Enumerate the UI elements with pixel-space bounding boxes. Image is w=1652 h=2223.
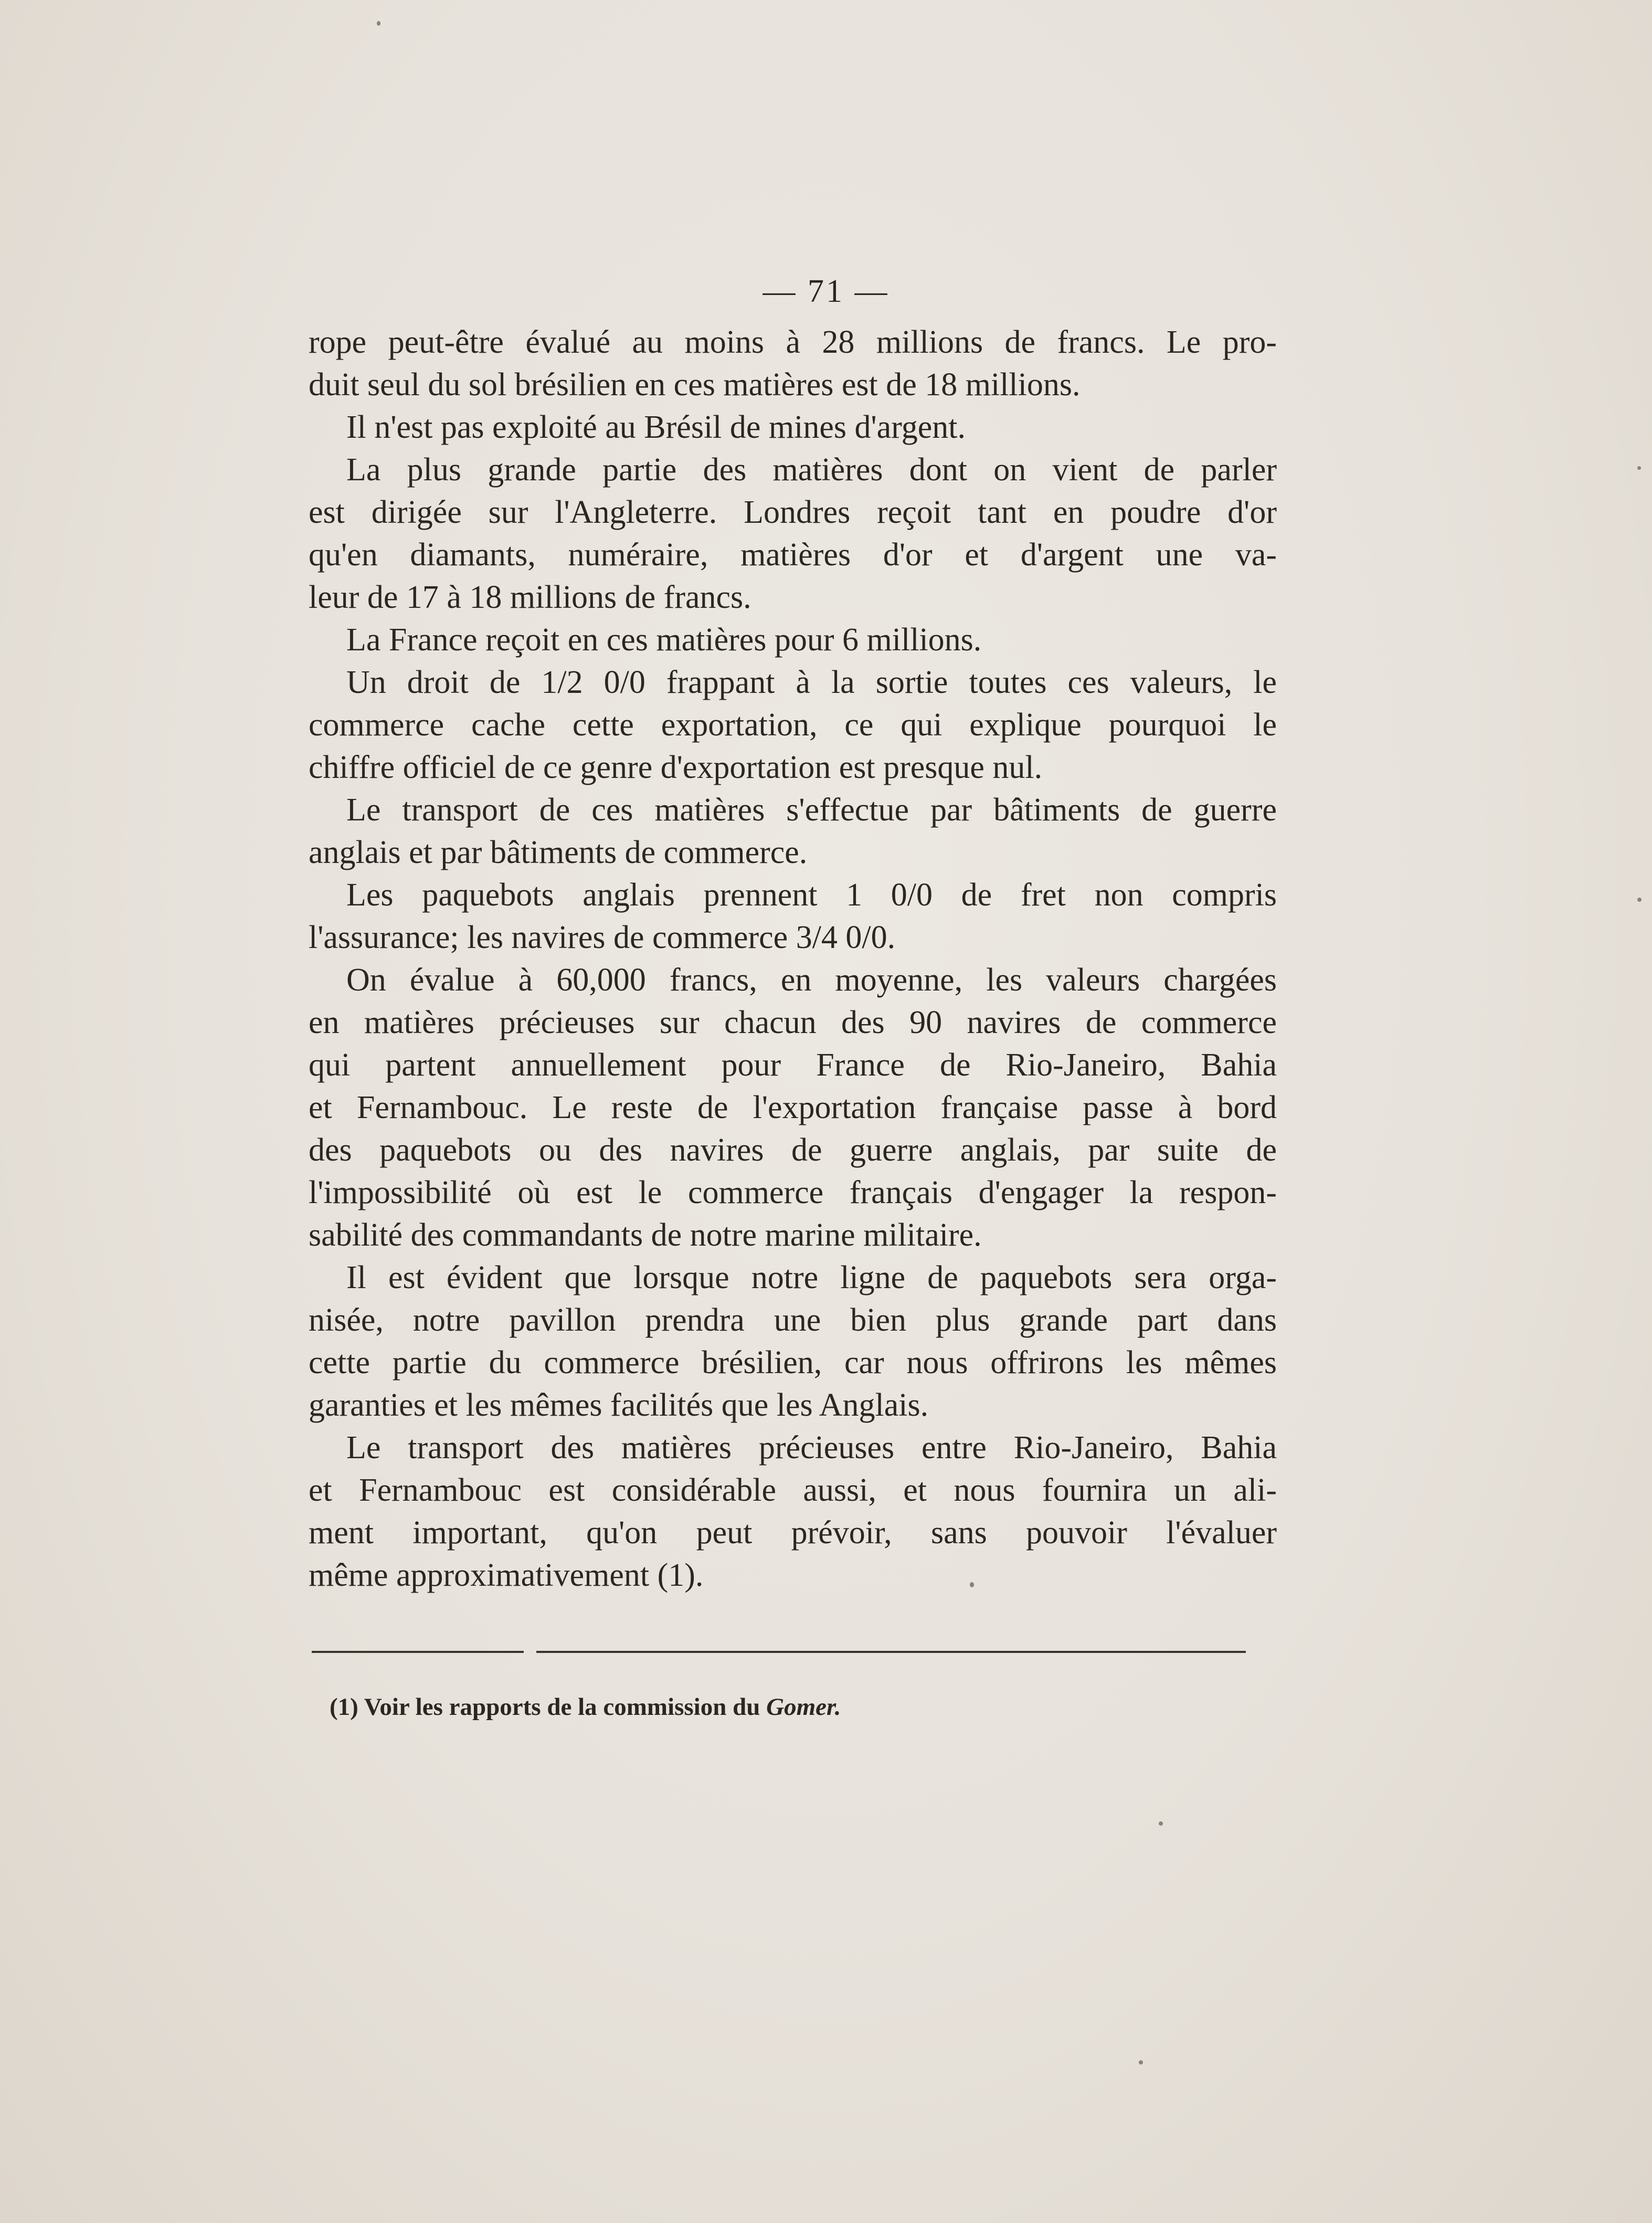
text-line: nisée, notre pavillon prendra une bien plus grande part dans (309, 1302, 1277, 1338)
text-line: et Fernambouc. Le reste de l'exportation française passe à bord (309, 1090, 1277, 1125)
text-line: leur de 17 à 18 millions de francs. (309, 580, 751, 615)
text-line: rope peut-être évalué au moins à 28 millions de francs. Le pro- (309, 324, 1277, 360)
text-line: qu'en diamants, numéraire, matières d'or et d'argent une va- (309, 537, 1277, 573)
text-line: sabilité des commandants de notre marine militaire. (309, 1217, 982, 1253)
footnote-ship-name: Gomer. (766, 1693, 841, 1721)
text-line: Le transport de ces matières s'effectue par bâtiments de guerre (346, 792, 1277, 828)
paper-speck (970, 1582, 974, 1587)
text-line: ment important, qu'on peut prévoir, sans pouvoir l'évaluer (309, 1515, 1277, 1551)
text-line: cette partie du commerce brésilien, car nous offrirons les mêmes (309, 1345, 1277, 1381)
paper-speck (1637, 466, 1641, 470)
text-line: La France reçoit en ces matières pour 6 millions. (346, 622, 982, 658)
paper-speck (377, 21, 380, 26)
text-line: garanties et les mêmes facilités que les Anglais. (309, 1387, 929, 1423)
body-text (309, 321, 1277, 1597)
text-line: même approximativement (1). (309, 1557, 704, 1593)
text-line: des paquebots ou des navires de guerre anglais, par suite de (309, 1132, 1277, 1168)
text-line: l'impossibilité où est le commerce français d'engager la respon- (309, 1175, 1277, 1210)
page-number: — 71 — (763, 273, 889, 309)
paper-speck (1159, 1821, 1163, 1826)
text-line: en matières précieuses sur chacun des 90 navires de commerce (309, 1005, 1277, 1040)
footnote-rule-left (312, 1651, 524, 1653)
text-line: anglais et par bâtiments de commerce. (309, 835, 808, 870)
text-line: On évalue à 60,000 francs, en moyenne, les valeurs chargées (346, 962, 1277, 998)
text-line: Il n'est pas exploité au Brésil de mines d'argent. (346, 409, 966, 445)
text-line: chiffre officiel de ce genre d'exportation est presque nul. (309, 750, 1043, 785)
text-line: commerce cache cette exportation, ce qui explique pourquoi le (309, 707, 1277, 743)
text-line: l'assurance; les navires de commerce 3/4 0/0. (309, 920, 896, 955)
text-line: Il est évident que lorsque notre ligne de paquebots sera orga- (346, 1260, 1277, 1295)
footnote-marker: (1) (330, 1693, 358, 1721)
text-line: Les paquebots anglais prennent 1 0/0 de fret non compris (346, 877, 1277, 913)
text-line: Le transport des matières précieuses entre Rio-Janeiro, Bahia (346, 1430, 1277, 1466)
paper-speck (1637, 898, 1642, 902)
footnote (330, 1693, 841, 1721)
text-line: duit seul du sol brésilien en ces matières est de 18 millions. (309, 367, 1081, 403)
footnote-rule-right (536, 1651, 1246, 1653)
text-line: La plus grande partie des matières dont on vient de parler (346, 452, 1277, 488)
text-line: et Fernambouc est considérable aussi, et nous fournira un ali- (309, 1472, 1277, 1508)
paper-speck (1139, 2060, 1143, 2064)
text-line: Un droit de 1/2 0/0 frappant à la sortie toutes ces valeurs, le (346, 665, 1277, 700)
footnote-text: Voir les rapports de la commission du (364, 1693, 760, 1721)
text-line: qui partent annuellement pour France de Rio-Janeiro, Bahia (309, 1047, 1277, 1083)
text-line: est dirigée sur l'Angleterre. Londres reçoit tant en poudre d'or (309, 494, 1277, 530)
